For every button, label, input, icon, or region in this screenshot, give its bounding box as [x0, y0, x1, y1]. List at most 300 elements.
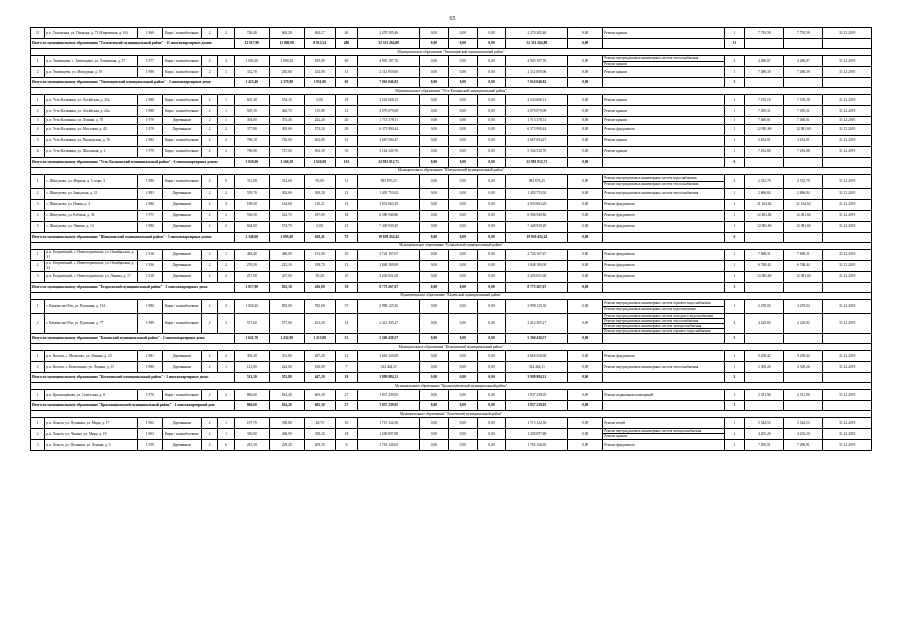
row-unit-cost: 12 081,60 [745, 124, 784, 135]
row-cell-a1: 604,00 [234, 221, 269, 232]
row-cell-c: 3 933 063,29 [358, 199, 420, 210]
row-cell-z1: 0,00 [420, 135, 449, 146]
total-cell-works-count: 13 [724, 39, 745, 49]
row-cell-tot: 5 164 520,76 [506, 146, 568, 157]
row-cell-tot: 6 373 990,44 [506, 124, 568, 135]
row-cell-z3: 0,00 [477, 199, 506, 210]
row-cell-a3: 209,30 [304, 439, 335, 450]
row-floors: 2 [201, 106, 217, 117]
row-floors: 2 [201, 146, 217, 157]
row-works-count: 2 [724, 56, 745, 67]
row-cell-z1: 0,00 [420, 249, 449, 260]
row-unit-cost-limit: 12 081,60 [784, 271, 823, 282]
row-works-count: 1 [724, 28, 745, 39]
row-address: р.п. Егорьевский, с. Новоегорьевское, ул. Ленина, д. 17 [45, 271, 138, 282]
row-entrances: 3 [218, 199, 234, 210]
row-cell-z3: 0,00 [477, 124, 506, 135]
row-cell-pr: 0,00 [568, 299, 603, 313]
row-year: 1 916 [138, 249, 163, 260]
row-completion-date: 31.12.2019 [823, 146, 872, 157]
row-cell-z3: 0,00 [477, 299, 506, 313]
row-number: 3 [31, 439, 45, 450]
total-cell-z3: 0,00 [477, 39, 506, 49]
row-cell-z2: 0,00 [448, 428, 477, 439]
total-cell-a1: 12 017,90 [234, 39, 269, 49]
table-row [31, 124, 872, 135]
row-floors: 2 [201, 271, 217, 282]
row-works [603, 361, 724, 372]
table-row [31, 313, 872, 333]
municipality-header-row [31, 88, 872, 95]
work-type: Ремонт фундамента [604, 263, 635, 268]
row-completion-date: 31.12.2019 [823, 439, 872, 450]
row-year: 1 975 [138, 210, 163, 221]
row-cell-a2: 312,60 [269, 174, 304, 188]
row-floors: 2 [201, 361, 217, 372]
row-cell-pr: 0,00 [568, 350, 603, 361]
row-cell-a1: 336,90 [234, 428, 269, 439]
work-type: Ремонт внутридомовых инженерных систем электроснабжения [603, 323, 723, 328]
row-cell-pr: 0,00 [568, 428, 603, 439]
row-works-count: 1 [724, 124, 745, 135]
total-cell-p: 39 [335, 282, 358, 292]
row-cell-z2: 0,00 [448, 95, 477, 106]
row-completion-date: 31.12.2019 [823, 117, 872, 125]
total-cell-a1: 1 415,40 [234, 78, 269, 88]
row-year: 1 976 [138, 389, 163, 400]
work-type: Ремонт внутридомовых инженерных систем горячего водоснабжения [604, 301, 711, 306]
row-number: 2 [31, 67, 45, 78]
total-cell-a2: 1 432,00 [269, 333, 304, 343]
row-completion-date: 31.12.2019 [823, 260, 872, 271]
table-row [31, 260, 872, 271]
municipality-total-row [31, 232, 872, 242]
row-cell-a1: 1 050,20 [234, 299, 269, 313]
total-cell-a3: 1 213,80 [304, 333, 335, 343]
row-cell-z1: 0,00 [420, 56, 449, 67]
row-cell-tot: 3 724 107,67 [506, 249, 568, 260]
row-address: р.п. Усть-Калманка, ул. Алтайская, д. 23а [45, 95, 138, 106]
row-entrances: 2 [218, 56, 234, 67]
total-cell-pr: 0,00 [568, 157, 603, 167]
row-unit-cost: 7 460,01 [745, 117, 784, 125]
row-cell-a1: 571,60 [234, 313, 269, 333]
row-year: 1 986 [138, 221, 163, 232]
row-number: 1 [31, 417, 45, 428]
row-cell-p: 14 [335, 313, 358, 333]
row-floors: 2 [201, 350, 217, 361]
row-address: р.п. Локоть, ул. Ленина, ул. Мира, д. 19 [45, 428, 138, 439]
row-cell-pr: 0,00 [568, 67, 603, 78]
row-cell-tot: 2 079 079,08 [506, 106, 568, 117]
row-cell-a1: 601,30 [234, 95, 269, 106]
work-type: Ремонт внутридомовых инженерных систем теплоснабжения [604, 56, 699, 61]
row-cell-a3: 0,00 [304, 221, 335, 232]
total-cell-a2: 852,10 [269, 282, 304, 292]
total-cell-empty [745, 400, 784, 410]
row-unit-cost: 4 486,87 [745, 56, 784, 67]
table-row [31, 106, 872, 117]
row-floors: 2 [201, 95, 217, 106]
row-unit-cost: 7 195,18 [745, 95, 784, 106]
row-entrances: 2 [218, 210, 234, 221]
row-unit-cost: 3 652,91 [745, 135, 784, 146]
row-cell-z2: 0,00 [448, 67, 477, 78]
row-number: 1 [31, 389, 45, 400]
total-cell-works-count: 6 [724, 232, 745, 242]
row-unit-cost: 7 488,39 [745, 67, 784, 78]
row-completion-date: 31.12.2019 [823, 350, 872, 361]
row-cell-z1: 0,00 [420, 146, 449, 157]
row-completion-date: 31.12.2019 [823, 417, 872, 428]
total-cell-z2: 0,00 [448, 157, 477, 167]
row-cell-z1: 0,00 [420, 299, 449, 313]
row-cell-c: 2 270 305,46 [358, 28, 420, 39]
total-cell-p: 60 [335, 78, 358, 88]
total-cell-z3: 0,00 [477, 333, 506, 343]
row-wall-material: Кирп./ шлакоблочные [162, 428, 201, 439]
row-unit-cost-limit: 7 495,31 [784, 106, 823, 117]
row-year: 1 989 [138, 313, 163, 333]
row-entrances: 2 [218, 146, 234, 157]
row-cell-a1: 505,10 [234, 106, 269, 117]
row-wall-material: Кирп./ шлакоблочные [162, 146, 201, 157]
row-unit-cost: 12 081,60 [745, 221, 784, 232]
row-cell-z2: 0,00 [448, 199, 477, 210]
row-unit-cost-limit: 7 488,39 [784, 67, 823, 78]
row-cell-a3: 431,20 [304, 313, 335, 333]
row-cell-a2: 237,00 [269, 271, 304, 282]
total-cell-pr: 0,00 [568, 282, 603, 292]
row-works-count: 1 [724, 249, 745, 260]
work-type: Ремонт фундамента [604, 224, 635, 229]
row-completion-date: 31.12.2019 [823, 67, 872, 78]
row-cell-z2: 0,00 [448, 271, 477, 282]
row-works [603, 67, 724, 78]
row-cell-z2: 0,00 [448, 124, 477, 135]
row-wall-material: Кирп./ шлакоблочные [162, 95, 201, 106]
row-works-count: 1 [724, 210, 745, 221]
row-cell-z2: 0,00 [448, 361, 477, 372]
row-cell-a1: 187,70 [234, 417, 269, 428]
row-cell-pr: 0,00 [568, 28, 603, 39]
total-cell-empty [784, 157, 823, 167]
row-cell-z1: 0,00 [420, 174, 449, 188]
row-unit-cost: 7 200,91 [745, 439, 784, 450]
row-entrances: 2 [218, 260, 234, 271]
table-row [31, 417, 872, 428]
row-works-count: 2 [724, 174, 745, 188]
total-cell-pr: 0,00 [568, 372, 603, 382]
row-wall-material: Деревянные [162, 210, 201, 221]
row-cell-z2: 0,00 [448, 221, 477, 232]
row-cell-p: 18 [335, 210, 358, 221]
row-works-count: 4 [724, 313, 745, 333]
work-type: Ремонт фундамента [604, 127, 635, 132]
table-row [31, 95, 872, 106]
row-cell-z1: 0,00 [420, 428, 449, 439]
row-works [603, 28, 724, 39]
row-unit-cost: 4 220,82 [745, 313, 784, 333]
row-wall-material: Кирп./ шлакоблочные [162, 313, 201, 333]
total-cell-pr: 0,00 [568, 333, 603, 343]
row-wall-material: Деревянные [162, 417, 201, 428]
row-works [603, 95, 724, 106]
row-cell-p: 13 [335, 199, 358, 210]
work-type: Ремонт внутридомовых инженерных систем теплоснабжения [603, 318, 723, 323]
row-cell-p: 10 [335, 417, 358, 428]
row-year: 1 986 [138, 299, 163, 313]
row-cell-tot: 3 203 051,00 [506, 271, 568, 282]
row-wall-material: Кирп./ шлакоблочные [162, 299, 201, 313]
table-row [31, 361, 872, 372]
total-cell-z1: 0,00 [420, 282, 449, 292]
total-label: Итого по муниципальному образованию "Краснощёковский муниципальный район" - 1 многоквартирный дом: [31, 400, 235, 410]
total-cell-works [603, 39, 724, 49]
total-cell-tot: 3 999 984,31 [506, 372, 568, 382]
row-cell-c: 2 667 094,47 [358, 135, 420, 146]
row-number: 1 [31, 174, 45, 188]
row-cell-a3: 232,00 [304, 67, 335, 78]
row-wall-material: Деревянные [162, 260, 201, 271]
row-cell-pr: 0,00 [568, 260, 603, 271]
row-cell-p: 8 [335, 439, 358, 450]
row-year: 1 918 [138, 271, 163, 282]
total-cell-pr: 0,00 [568, 232, 603, 242]
row-floors: 2 [201, 174, 217, 188]
work-type: Ремонт крыши [604, 118, 627, 123]
work-type: Ремонт крыши [604, 97, 627, 102]
row-works-count: 1 [724, 350, 745, 361]
row-address: р.п. Локоть, ул. Пушкина, ул. Мира, д. 17 [45, 417, 138, 428]
row-completion-date: 31.12.2019 [823, 174, 872, 188]
total-cell-p: 51 [335, 333, 358, 343]
municipality-name: Муниципальное образование "Шипуновский муниципальный район" [31, 167, 872, 174]
total-cell-z3: 0,00 [477, 232, 506, 242]
row-cell-p: 37 [335, 299, 358, 313]
row-cell-z2: 0,00 [448, 210, 477, 221]
total-cell-pr: 0,00 [568, 400, 603, 410]
row-entrances: 1 [218, 106, 234, 117]
table-row [31, 56, 872, 67]
work-type: Ремонт фундамента [604, 202, 635, 207]
row-works [603, 350, 724, 361]
row-cell-pr: 0,00 [568, 389, 603, 400]
row-unit-cost: 12 481,84 [745, 210, 784, 221]
row-works-count: 1 [724, 417, 745, 428]
row-floors: 2 [201, 260, 217, 271]
row-cell-z3: 0,00 [477, 146, 506, 157]
row-cell-pr: 0,00 [568, 417, 603, 428]
work-type: Ремонт крыши [604, 149, 627, 154]
row-cell-pr: 0,00 [568, 95, 603, 106]
row-unit-cost: 4 203,20 [745, 428, 784, 439]
table-row [31, 221, 872, 232]
total-cell-p: 19 [335, 372, 358, 382]
row-cell-c: 1 848 109,00 [358, 260, 420, 271]
row-completion-date: 31.12.2019 [823, 299, 872, 313]
total-cell-tot: 8 775 267,67 [506, 282, 568, 292]
total-cell-empty [784, 232, 823, 242]
row-wall-material: Кирп./ шлакоблочные [162, 174, 201, 188]
row-cell-a1: 539,70 [234, 188, 269, 199]
row-completion-date: 31.12.2019 [823, 428, 872, 439]
row-unit-cost: 9 258,42 [745, 350, 784, 361]
row-cell-a2: 530,80 [269, 417, 304, 428]
row-cell-z3: 0,00 [477, 439, 506, 450]
row-unit-cost: 6 768,44 [745, 260, 784, 271]
row-cell-tot: 1 715 122,56 [506, 417, 568, 428]
row-cell-z2: 0,00 [448, 313, 477, 333]
row-cell-pr: 0,00 [568, 271, 603, 282]
row-cell-z3: 0,00 [477, 428, 506, 439]
row-cell-z1: 0,00 [420, 260, 449, 271]
total-cell-empty [784, 78, 823, 88]
row-cell-z1: 0,00 [420, 106, 449, 117]
row-cell-a2: 522,70 [269, 210, 304, 221]
row-cell-p: 13 [335, 260, 358, 271]
row-floors: 2 [201, 117, 217, 125]
row-works [603, 389, 724, 400]
row-completion-date: 31.12.2019 [823, 221, 872, 232]
row-address: р.п. Косиха, с. Малахово, ул. Ленина, д. 25 [45, 350, 138, 361]
total-cell-p: 75 [335, 232, 358, 242]
row-cell-a3: 358,20 [304, 428, 335, 439]
row-entrances: 1 [218, 361, 234, 372]
row-entrances: 0 [218, 174, 234, 188]
row-number: 4 [31, 210, 45, 221]
row-completion-date: 31.12.2019 [823, 106, 872, 117]
total-cell-z2: 0,00 [448, 78, 477, 88]
row-works [603, 106, 724, 117]
total-label: Итого по муниципальному образованию "Тюменцевский муниципальный район" - 2 многоквартирных дома: [31, 78, 235, 88]
row-cell-a3: 402,80 [304, 135, 335, 146]
row-cell-a2: 1 080,20 [269, 56, 304, 67]
row-cell-a2: 462,70 [269, 106, 304, 117]
row-cell-a2: 492,60 [269, 188, 304, 199]
total-cell-z1: 0,00 [420, 400, 449, 410]
row-year: 1 980 [138, 361, 163, 372]
total-cell-works [603, 78, 724, 88]
row-works-count: 1 [724, 439, 745, 450]
row-address: р.п. Тюменцево, с. Тюменцево, ул. Ленинская, д. 57 [45, 56, 138, 67]
row-floors: 2 [201, 313, 217, 333]
row-year: 1 980 [138, 67, 163, 78]
row-entrances: 3 [218, 313, 234, 333]
total-cell-a2: 2 095,00 [269, 232, 304, 242]
row-entrances: 1 [218, 95, 234, 106]
row-floors: 2 [201, 221, 217, 232]
row-works [603, 199, 724, 210]
row-cell-pr: 0,00 [568, 146, 603, 157]
row-cell-a2: 727,00 [269, 146, 304, 157]
row-cell-c: 6 586 940,86 [358, 210, 420, 221]
row-cell-z1: 0,00 [420, 124, 449, 135]
row-cell-a1: 332,70 [234, 67, 269, 78]
work-type: Ремонт крыши [603, 433, 723, 438]
row-wall-material: Деревянные [162, 271, 201, 282]
row-cell-tot: 1 765 126,65 [506, 439, 568, 450]
row-year: 1 988 [138, 95, 163, 106]
total-cell-a1: 513,20 [234, 372, 269, 382]
table-row [31, 210, 872, 221]
row-year: 1 981 [138, 350, 163, 361]
row-floors: 2 [201, 439, 217, 450]
municipality-total-row [31, 333, 872, 343]
row-year: 1 969 [138, 28, 163, 39]
total-cell-p: 486 [335, 39, 358, 49]
work-type: Ремонт внутридомовых инженерных систем электроснабжения [604, 429, 702, 434]
total-cell-empty [745, 232, 784, 242]
row-number: 2 [31, 260, 45, 271]
municipality-header-row [31, 382, 872, 389]
row-cell-a3: 48,70 [304, 417, 335, 428]
row-cell-a2: 222,00 [269, 361, 304, 372]
row-works-count: 1 [724, 260, 745, 271]
row-cell-a2: 303,60 [269, 124, 304, 135]
total-cell-z3: 0,00 [477, 372, 506, 382]
total-cell-a3: 1 051,00 [304, 78, 335, 88]
municipality-total-row [31, 372, 872, 382]
row-cell-tot: 2 543 608,13 [506, 95, 568, 106]
row-entrances: 1 [218, 249, 234, 260]
total-cell-c: 3 999 984,31 [358, 372, 420, 382]
row-entrances: 6 [218, 439, 234, 450]
table-row [31, 271, 872, 282]
row-number: 2 [31, 361, 45, 372]
total-cell-empty [784, 400, 823, 410]
total-cell-a3: 447,20 [304, 372, 335, 382]
row-cell-p: 18 [335, 95, 358, 106]
row-year: 1 986 [138, 174, 163, 188]
work-type: Ремонт внутридомовых инженерных систем водоотведения [603, 306, 723, 311]
row-entrances: 3 [218, 299, 234, 313]
row-works-count: 1 [724, 188, 745, 199]
row-cell-pr: 0,00 [568, 210, 603, 221]
row-cell-z3: 0,00 [477, 249, 506, 260]
row-unit-cost-limit: 7 200,91 [784, 439, 823, 450]
row-works [603, 439, 724, 450]
row-works-count: 1 [724, 199, 745, 210]
municipality-total-row [31, 400, 872, 410]
total-cell-empty [745, 282, 784, 292]
row-unit-cost-limit: 4 220,82 [784, 313, 823, 333]
row-floors: 2 [201, 135, 217, 146]
row-cell-z2: 0,00 [448, 350, 477, 361]
table-row [31, 249, 872, 260]
row-cell-c: 5 164 520,76 [358, 146, 420, 157]
total-cell-z1: 0,00 [420, 39, 449, 49]
municipality-header-row [31, 343, 872, 350]
work-type: Ремонт крыши [604, 30, 627, 35]
total-cell-z3: 0,00 [477, 157, 506, 167]
row-address: с. Шипуново, ул. Рабочая, д. 50 [45, 210, 138, 221]
table-row [31, 188, 872, 199]
municipality-total-row [31, 39, 872, 49]
row-cell-tot: 983 876,25 [506, 174, 568, 188]
row-completion-date: 31.12.2019 [823, 188, 872, 199]
row-completion-date: 31.12.2019 [823, 389, 872, 400]
total-cell-works [603, 157, 724, 167]
row-cell-c: 2 079 079,08 [358, 106, 420, 117]
row-cell-c: 1 837 239,05 [358, 389, 420, 400]
total-cell-a2: 553,80 [269, 372, 304, 382]
row-unit-cost-limit: 2 300,26 [784, 361, 823, 372]
row-cell-c: 2 112 859,06 [358, 67, 420, 78]
total-cell-z1: 0,00 [420, 372, 449, 382]
row-cell-a3: 152,90 [304, 249, 335, 260]
row-cell-a3: 665,30 [304, 389, 335, 400]
